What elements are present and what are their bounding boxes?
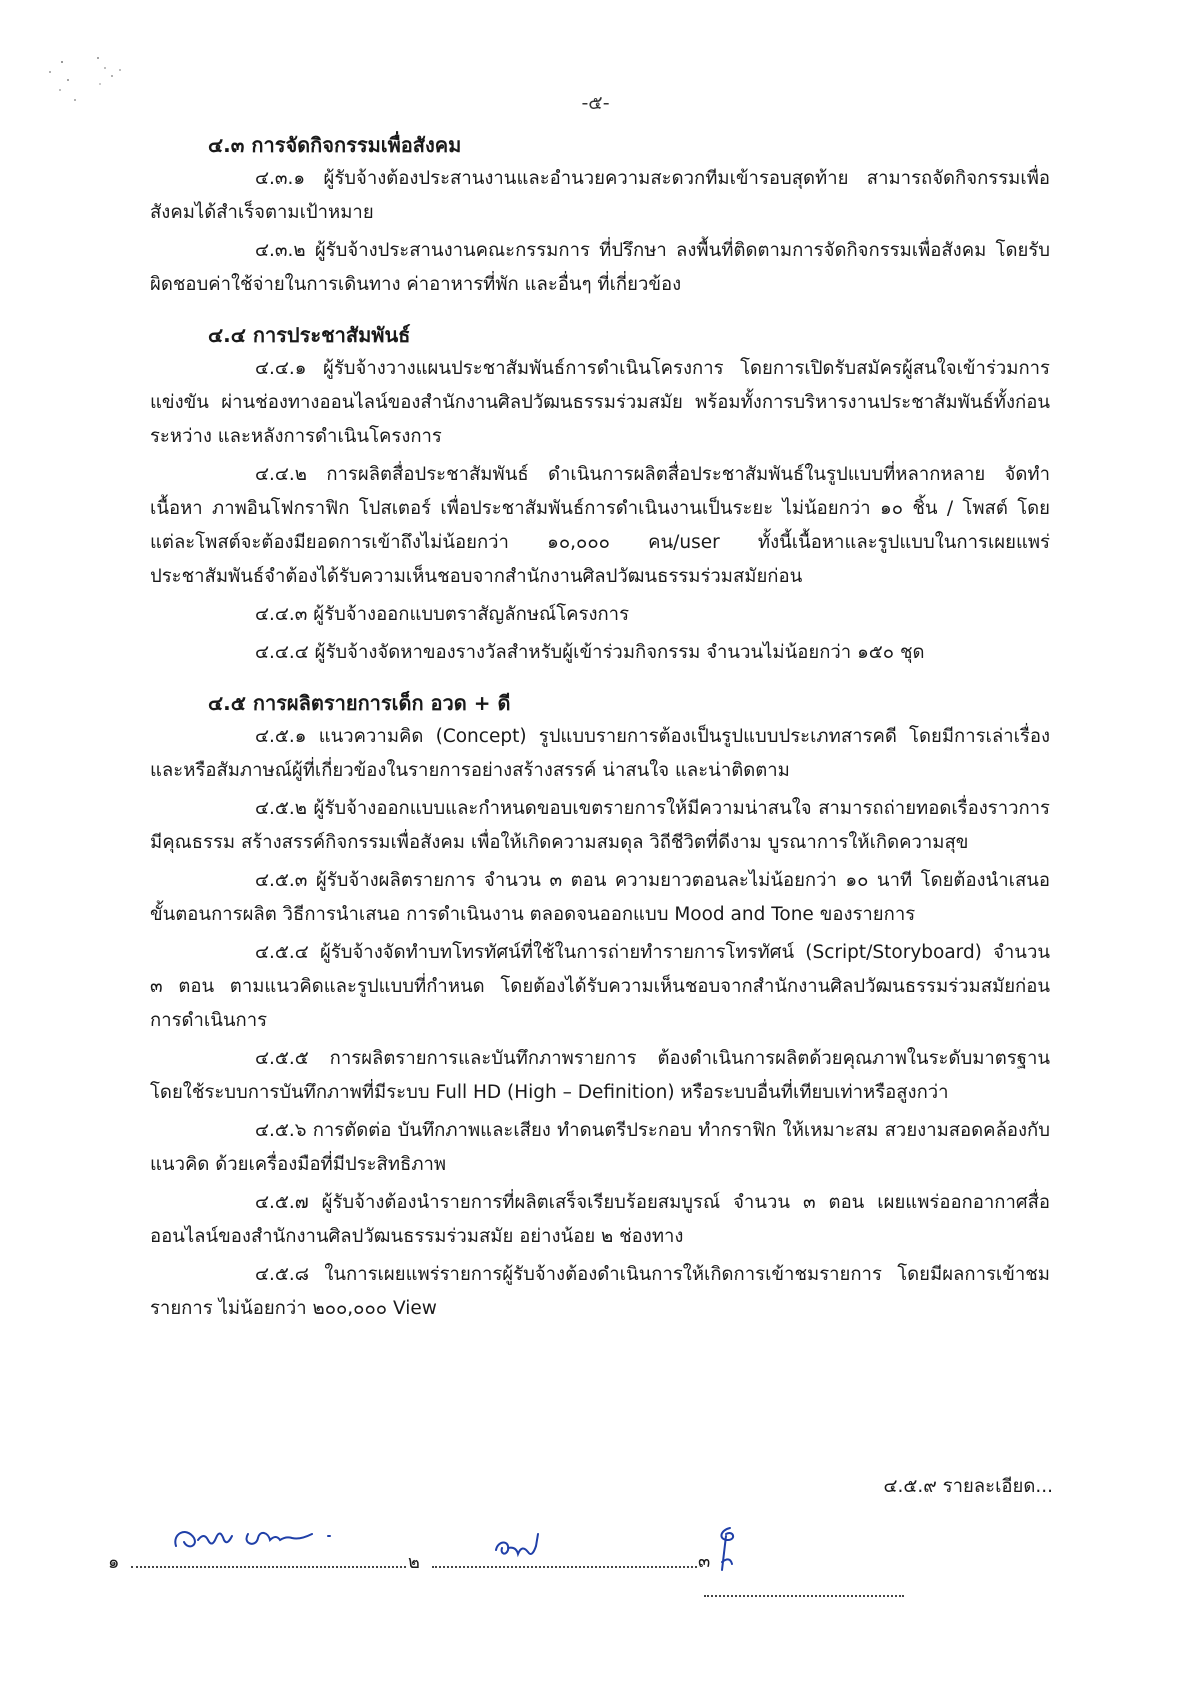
signature-number: ๒ (408, 1552, 420, 1573)
signature-row (108, 1528, 808, 1588)
paragraph: ๔.๔.๒ การผลิตสื่อประชาสัมพันธ์ ดำเนินการผลิตสื่อประชาสัมพันธ์ในรูปแบบที่หลากหลาย จัดทำเนื้อหา ภาพอินโฟกราฟิก โปสเตอร์ เพื่อประชาสัมพันธ์การดำเนินงานเป็นระยะ ไม่น้อยกว่า ๑๐ ชิ้น / โพสต์ โดยแต่ละโพสต์จะต้องมียอดการเข้าถึงไม่น้อยกว่า ๑๐,๐๐๐ คน/user ทั้งนี้เนื้อหาและรูปแบบในการเผยแพร่ประชาสัมพันธ์จำต้องได้รับความเห็นชอบจากสำนักงานศิลปวัฒนธรรมร่วมสมัยก่อน (150, 464, 1050, 587)
paragraph: ๔.๕.๖ การตัดต่อ บันทึกภาพและเสียง ทำดนตรีประกอบ ทำกราฟิก ให้เหมาะสม สวยงามสอดคล้องกับแนวคิด ด้วยเครื่องมือที่มีประสิทธิภาพ (150, 1120, 1050, 1175)
section-kids-program (150, 686, 1050, 1326)
paragraph: ๔.๔.๓ ผู้รับจ้างออกแบบตราสัญลักษณ์โครงการ (255, 604, 630, 625)
section-public-relations (150, 318, 1050, 670)
section-heading: ๔.๓ การจัดกิจกรรมเพื่อสังคม (208, 133, 462, 157)
handwritten-signature-1 (168, 1516, 338, 1560)
document-body (150, 128, 1050, 1342)
paragraph: ๔.๕.๘ ในการเผยแพร่รายการผู้รับจ้างต้องดำเนินการให้เกิดการเข้าชมรายการ โดยมีผลการเข้าชมรายการ ไม่น้อยกว่า ๒๐๐,๐๐๐ View (150, 1264, 1050, 1319)
paragraph: ๔.๕.๒ ผู้รับจ้างออกแบบและกำหนดขอบเขตรายการให้มีความน่าสนใจ สามารถถ่ายทอดเรื่องราวการมีคุณธรรม สร้างสรรค์กิจกรรมเพื่อสังคม เพื่อให้เกิดความสมดุล วิถีชีวิตที่ดีงาม บูรณาการให้เกิดความสุข (150, 798, 1050, 853)
page-number: -๕- (581, 92, 610, 114)
paragraph: ๔.๕.๗ ผู้รับจ้างต้องนำรายการที่ผลิตเสร็จเรียบร้อยสมบูรณ์ จำนวน ๓ ตอน เผยแพร่ออกอากาศสื่อออนไลน์ของสำนักงานศิลปวัฒนธรรมร่วมสมัย อย่างน้อย ๒ ช่องทาง (150, 1192, 1050, 1247)
paragraph: ๔.๔.๔ ผู้รับจ้างจัดหาของรางวัลสำหรับผู้เข้าร่วมกิจกรรม จำนวนไม่น้อยกว่า ๑๕๐ ชุด (255, 642, 925, 663)
handwritten-signature-3 (708, 1522, 748, 1580)
signature-line (432, 1546, 697, 1568)
section-heading: ๔.๔ การประชาสัมพันธ์ (208, 323, 411, 347)
paragraph: ๔.๕.๓ ผู้รับจ้างผลิตรายการ จำนวน ๓ ตอน ความยาวตอนละไม่น้อยกว่า ๑๐ นาที โดยต้องนำเสนอขั้นตอนการผลิต วิธีการนำเสนอ การดำเนินงาน ตลอดจนออกแบบ Mood and Tone ของรายการ (150, 870, 1050, 925)
paragraph: ๔.๕.๑ แนวความคิด (Concept) รูปแบบรายการต้องเป็นรูปแบบประเภทสารคดี โดยมีการเล่าเรื่องและหรือสัมภาษณ์ผู้ที่เกี่ยวข้องในรายการอย่างสร้างสรรค์ น่าสนใจ และน่าติดตาม (150, 726, 1050, 781)
paragraph: ๔.๕.๕ การผลิตรายการและบันทึกภาพรายการ ต้องดำเนินการผลิตด้วยคุณภาพในระดับมาตรฐาน โดยใช้ระบบการบันทึกภาพที่มีระบบ Full HD (High – Definition) หรือระบบอื่นที่เทียบเท่าหรือสูงกว่า (150, 1048, 1050, 1103)
signature-slot-2 (408, 1546, 697, 1576)
handwritten-signature-2 (490, 1524, 550, 1560)
continuation-note: ๔.๕.๙ รายละเอียด... (883, 1476, 1053, 1497)
section-social-activities (150, 128, 1050, 302)
signature-number: ๑ (108, 1552, 120, 1573)
section-heading: ๔.๕ การผลิตรายการเด็ก อวด + ดี (208, 691, 511, 715)
paragraph: ๔.๓.๑ ผู้รับจ้างต้องประสานงานและอำนวยความสะดวกทีมเข้ารอบสุดท้าย สามารถจัดกิจกรรมเพื่อสังคมได้สำเร็จตามเป้าหมาย (150, 168, 1050, 223)
paragraph: ๔.๓.๒ ผู้รับจ้างประสานงานคณะกรรมการ ที่ปรึกษา ลงพื้นที่ติดตามการจัดกิจกรรมเพื่อสังคม โดยรับผิดชอบค่าใช้จ่ายในการเดินทาง ค่าอาหารที่พัก และอื่นๆ ที่เกี่ยวข้อง (150, 240, 1050, 295)
signature-number: ๓ (698, 1551, 711, 1572)
paragraph: ๔.๕.๔ ผู้รับจ้างจัดทำบทโทรทัศน์ที่ใช้ในการถ่ายทำรายการโทรทัศน์ (Script/Storyboard) จำนวน ๓ ตอน ตามแนวคิดและรูปแบบที่กำหนด โดยต้องได้รับความเห็นชอบจากสำนักงานศิลปวัฒนธรรมร่วมสมัยก่อนการดำเนินการ (150, 942, 1050, 1031)
paragraph: ๔.๔.๑ ผู้รับจ้างวางแผนประชาสัมพันธ์การดำเนินโครงการ โดยการเปิดรับสมัครผู้สนใจเข้าร่วมการแข่งขัน ผ่านช่องทางออนไลน์ของสำนักงานศิลปวัฒนธรรมร่วมสมัย พร้อมทั้งการบริหารงานประชาสัมพันธ์ทั้งก่อน ระหว่าง และหลังการดำเนินโครงการ (150, 358, 1050, 447)
